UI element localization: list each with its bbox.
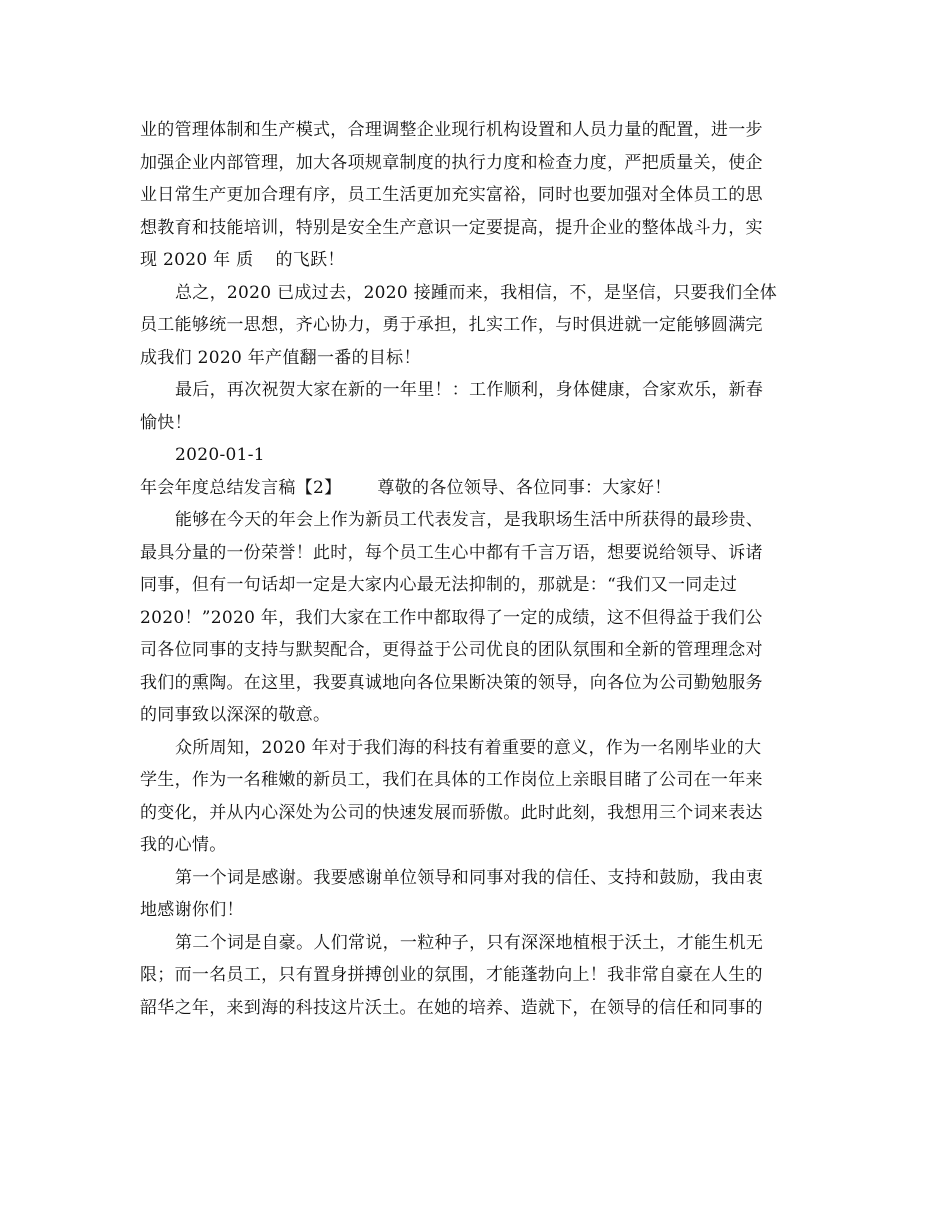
- text-line: 限；而一名员工，只有置身拼搏创业的氛围，才能蓬勃向上！我非常自豪在人生的: [140, 965, 763, 985]
- text-line: 我的心情。: [140, 835, 227, 855]
- text-line: 第二个词是自豪。人们常说，一粒种子，只有深深地植根于沃土，才能生机无: [175, 932, 764, 953]
- text-line: 我们的熏陶。在这里，我要真诚地向各位果断决策的领导，向各位为公司勤勉服务: [140, 672, 763, 693]
- paragraph-enterprise-management: [140, 114, 815, 277]
- text-line: 司各位同事的支持与默契配合，更得益于公司优良的团队氛围和全新的管理理念对: [140, 640, 763, 660]
- paragraph-wishes: [140, 374, 815, 439]
- speech-title: 年会年度总结发言稿【2】: [140, 477, 342, 498]
- text-line: [140, 244, 815, 277]
- text-line: 业的管理体制和生产模式，合理调整企业现行机构设置和人员力量的配置，进一步: [140, 120, 763, 140]
- text-line: 同事，但有一句话却一定是大家内心最无法抑制的，那就是：“我们又一同走过: [140, 575, 738, 595]
- speech-greeting: 尊敬的各位领导、各位同事：大家好！: [377, 477, 672, 498]
- document-date: 2020-01-1: [175, 445, 265, 465]
- text-line: 愉快！: [140, 412, 192, 433]
- document-page: [140, 114, 815, 1024]
- text-line: 最具分量的一份荣誉！此时，每个员工生心中都有千言万语，想要说给领导、诉诸: [140, 542, 763, 563]
- text-line: 的同事致以深深的敬意。: [140, 705, 331, 725]
- paragraph-significance: [140, 732, 815, 862]
- text-line: 能够在今天的年会上作为新员工代表发言，是我职场生活中所获得的最珍贵、: [175, 510, 764, 530]
- paragraph-gratitude: [140, 862, 815, 927]
- text-line: 员工能够统一思想，齐心协力，勇于承担，扎实工作，与时俱进就一定能够圆满完: [140, 315, 763, 335]
- paragraph-honor: [140, 504, 815, 732]
- text-line: 成我们 2020 年产值翻一番的目标！: [140, 347, 421, 368]
- text-line: 地感谢你们！: [140, 900, 244, 920]
- section-heading: [140, 472, 815, 505]
- paragraph-pride: [140, 927, 815, 1025]
- text-fragment: 现 2020 年 质: [140, 250, 254, 270]
- text-line: 2020！”2020 年，我们大家在工作中都取得了一定的成绩，这不但得益于我们公: [140, 607, 763, 628]
- text-line: 的变化，并从内心深处为公司的快速发展而骄傲。此时此刻，我想用三个词来表达: [140, 802, 763, 823]
- text-line: 总之，2020 已成过去，2020 接踵而来，我相信，不，是坚信，只要我们全体: [175, 282, 778, 303]
- text-line: 想教育和技能培训，特别是安全生产意识一定要提高，提升企业的整体战斗力，实: [140, 217, 763, 238]
- text-line: 最后，再次祝贺大家在新的一年里！：工作顺利，身体健康，合家欢乐，新春: [175, 380, 764, 400]
- text-fragment: 的飞跃！: [275, 250, 345, 270]
- text-line: 学生，作为一名稚嫩的新员工，我们在具体的工作岗位上亲眼目睹了公司在一年来: [140, 770, 763, 790]
- text-line: 第一个词是感谢。我要感谢单位领导和同事对我的信任、支持和鼓励，我由衷: [175, 867, 764, 888]
- text-line: 韶华之年，来到海的科技这片沃土。在她的培养、造就下，在领导的信任和同事的: [140, 997, 763, 1018]
- text-line: 业日常生产更加合理有序，员工生活更加充实富裕，同时也要加强对全体员工的思: [140, 185, 763, 205]
- paragraph-conclusion: [140, 277, 815, 375]
- text-line: 加强企业内部管理，加大各项规章制度的执行力度和检查力度，严把质量关，使企: [140, 152, 763, 173]
- text-line: 众所周知，2020 年对于我们海的科技有着重要的意义，作为一名刚毕业的大: [175, 737, 762, 758]
